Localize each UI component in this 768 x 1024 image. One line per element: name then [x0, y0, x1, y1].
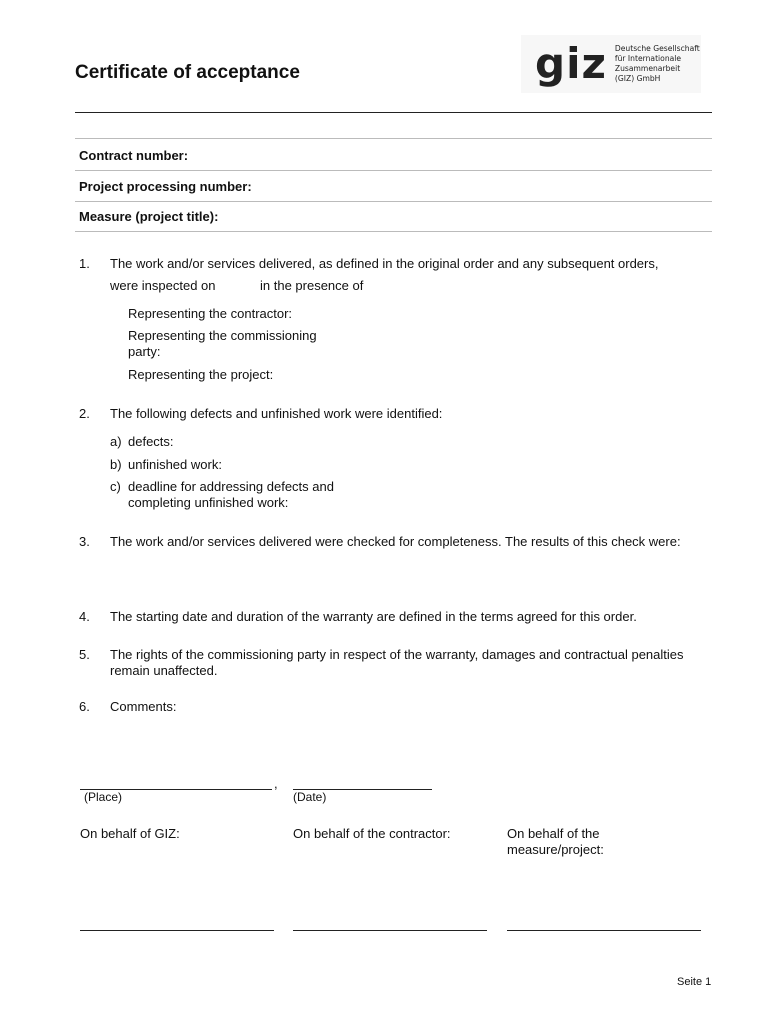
logo-caption	[615, 44, 701, 84]
item-2-b-text: unfinished work:	[128, 457, 222, 472]
rep-contractor-label: Representing the contractor:	[128, 306, 293, 321]
signature-line-contractor	[293, 930, 487, 931]
document-title: Certificate of acceptance	[75, 62, 300, 83]
item-3-number: 3.	[79, 534, 90, 549]
item-2-c-text: deadline for addressing defects and completing unfinished work:	[128, 479, 334, 510]
place-label: (Place)	[84, 790, 123, 804]
item-5-text: The rights of the commissioning party in respect of the warranty, damages and contractual penalties remain unaffected.	[110, 647, 684, 678]
project-processing-number-label: Project processing number:	[79, 179, 252, 194]
item-2-number: 2.	[79, 406, 90, 421]
on-behalf-giz: On behalf of GIZ:	[80, 826, 180, 841]
field-rule-2	[75, 201, 712, 202]
item-4-number: 4.	[79, 609, 90, 624]
rep-commissioning-label: Representing the commissioning party:	[128, 328, 317, 359]
item-1-number: 1.	[79, 256, 90, 271]
header-divider	[75, 112, 712, 113]
date-label: (Date)	[293, 790, 327, 804]
item-1-inspected-on: were inspected on	[110, 278, 216, 293]
contract-number-label: Contract number:	[79, 148, 189, 163]
logo-line-3: Zusammenarbeit (GIZ) GmbH	[614, 64, 681, 83]
item-5-number: 5.	[79, 647, 90, 662]
item-3-text: The work and/or services delivered were checked for completeness. The results of this check were:	[110, 534, 681, 549]
logo-wordmark: giz	[535, 39, 607, 88]
field-rule-top	[75, 138, 712, 139]
item-2-a-text: defects:	[128, 434, 174, 449]
item-1-line-1: The work and/or services delivered, as defined in the original order and any subsequent orders,	[110, 256, 659, 271]
item-4-text: The starting date and duration of the warranty are defined in the terms agreed for this order.	[110, 609, 637, 624]
item-2-c-label: c)	[110, 479, 121, 494]
measure-label: Measure (project title):	[79, 209, 219, 224]
field-rule-3	[75, 231, 712, 232]
on-behalf-contractor: On behalf of the contractor:	[293, 826, 451, 841]
page-number: Seite 1	[677, 976, 712, 988]
item-2-a-label: a)	[110, 434, 122, 449]
field-rule-1	[75, 170, 712, 171]
item-1-presence-of: in the presence of	[260, 278, 364, 293]
item-6-number: 6.	[79, 699, 90, 714]
logo-line-1: Deutsche Gesellschaft	[614, 44, 700, 53]
item-2-text: The following defects and unfinished work were identified:	[110, 406, 443, 421]
signature-line-measure	[507, 930, 701, 931]
item-6-text: Comments:	[110, 699, 177, 714]
item-2-b-label: b)	[110, 457, 122, 472]
place-date-comma: ,	[274, 776, 278, 791]
giz-logo	[521, 35, 701, 93]
signature-line-giz	[80, 930, 274, 931]
on-behalf-measure: On behalf of the measure/project:	[507, 826, 604, 857]
logo-line-2: für Internationale	[614, 54, 682, 63]
rep-project-label: Representing the project:	[128, 367, 274, 382]
